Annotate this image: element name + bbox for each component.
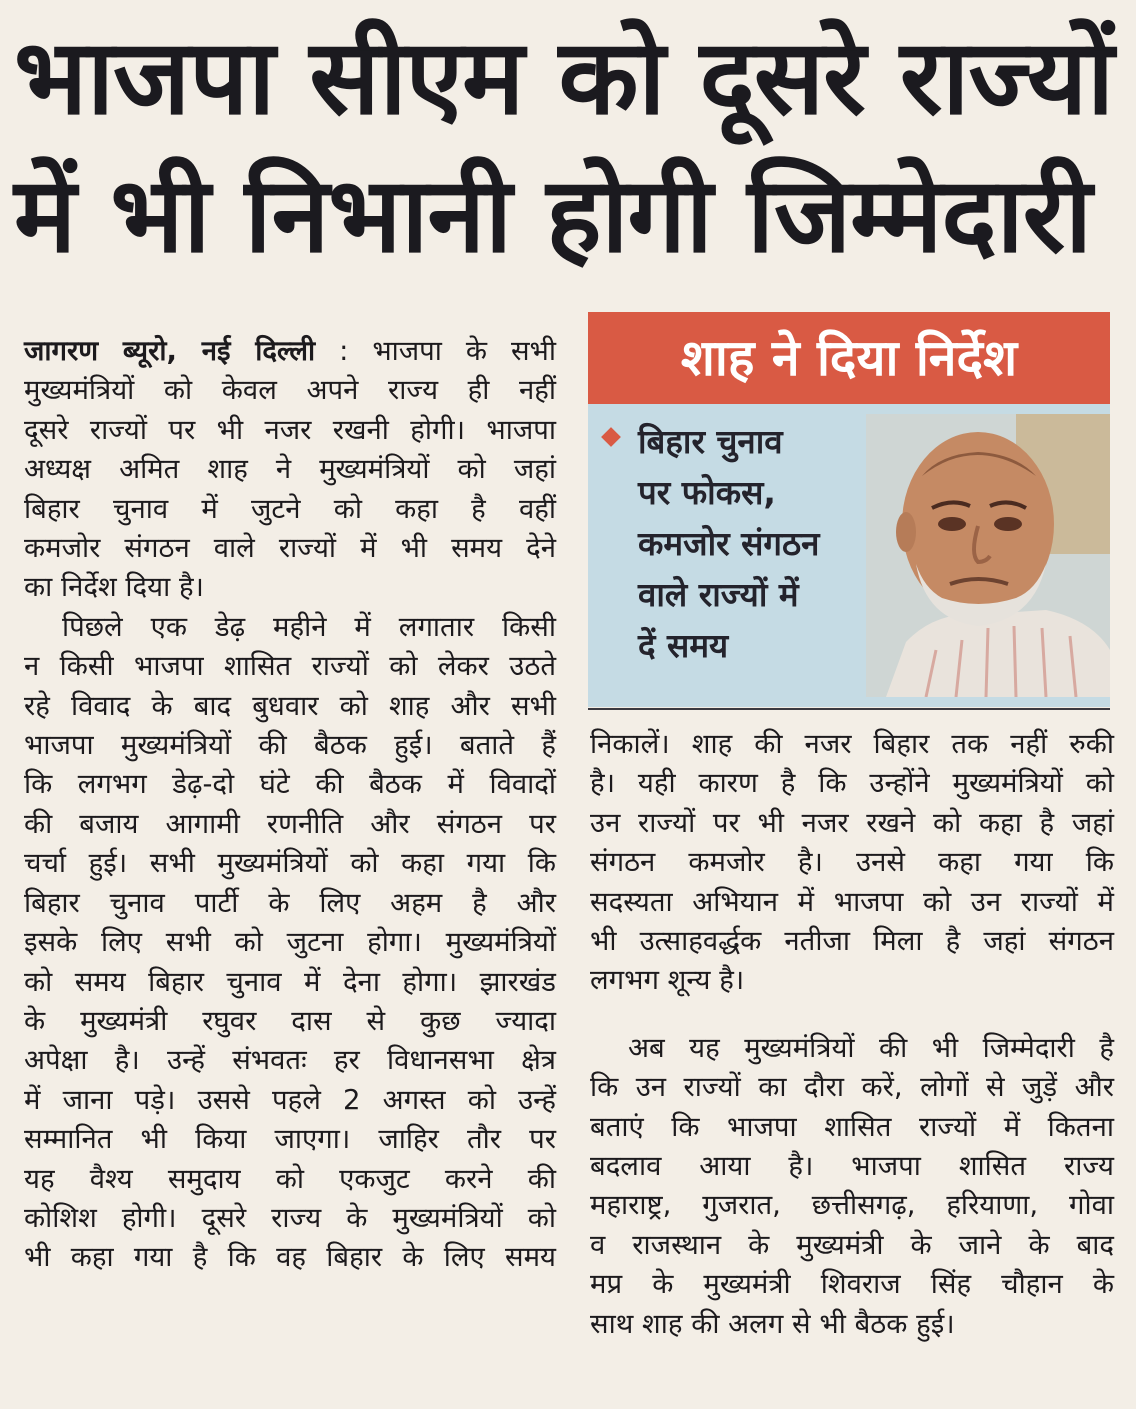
sidebar-line: वाले राज्यों में (638, 575, 799, 614)
text-line: उन राज्यों पर भी नजर रखने को कहा है जहां (590, 806, 1114, 839)
text-line: को समय बिहार चुनाव में देना होगा। झारखंड (24, 965, 556, 998)
text-line: दूसरे राज्यों पर भी नजर रखनी होगी। भाजपा (24, 413, 556, 446)
text-line: सम्मानित भी किया जाएगा। जाहिर तौर पर (24, 1123, 556, 1156)
sidebar-body (588, 404, 1110, 707)
headline-line-1: भाजपा सीएम को दूसरे राज्यों (14, 16, 1114, 138)
article-left-column (24, 332, 556, 1278)
text-line: चर्चा हुई। सभी मुख्यमंत्रियों को कहा गया कि (24, 847, 556, 880)
sidebar-line: कमजोर संगठन (638, 524, 820, 563)
text-line: बिहार चुनाव पार्टी के लिए अहम है और (24, 886, 556, 919)
text-line: बताएं कि भाजपा शासित राज्यों में कितना (590, 1110, 1114, 1143)
text-line: बदलाव आया है। भाजपा शासित राज्य (590, 1150, 1114, 1183)
text-line: व राजस्थान के मुख्यमंत्री के जाने के बाद (590, 1228, 1114, 1261)
text-line-segment: : भाजपा के सभी (315, 335, 556, 367)
text-line: कोशिश होगी। दूसरे राज्य के मुख्यमंत्रियों को (24, 1201, 556, 1234)
portrait-illustration (866, 414, 1110, 697)
text-line: अब यह मुख्यमंत्रियों की भी जिम्मेदारी है (628, 1031, 1114, 1064)
text-line: निकालें। शाह की नजर बिहार तक नहीं रुकी (590, 728, 1114, 760)
headline-line-2: में भी निभानी होगी जिम्मेदारी (14, 154, 1092, 276)
sidebar-title: शाह ने दिया निर्देश (588, 312, 1110, 404)
text-line: की बजाय आगामी रणनीति और संगठन पर (24, 807, 556, 840)
sidebar-text (638, 416, 868, 671)
sidebar-line: बिहार चुनाव (638, 422, 783, 461)
text-line: कि उन राज्यों का दौरा करें, लोगों से जुड़ें और (590, 1071, 1114, 1104)
diamond-bullet-icon (601, 427, 621, 447)
text-line: कमजोर संगठन वाले राज्यों में भी समय देने (24, 532, 556, 565)
portrait-photo (866, 414, 1110, 697)
text-line: यह वैश्य समुदाय को एकजुट करने की (24, 1162, 556, 1195)
sidebar-line: पर फोकस, (638, 473, 776, 512)
text-line: न किसी भाजपा शासित राज्यों को लेकर उठते (24, 650, 556, 683)
text-line: कि लगभग डेढ़-दो घंटे की बैठक में विवादों (24, 768, 556, 801)
text-line: अध्यक्ष अमित शाह ने मुख्यमंत्रियों को जहां (24, 453, 556, 486)
text-line (24, 332, 556, 371)
text-line: बिहार चुनाव में जुटने को कहा है वहीं (24, 492, 556, 525)
text-line: भी उत्साहवर्द्धक नतीजा मिला है जहां संगठन (590, 925, 1114, 958)
sidebar-line: दें समय (638, 626, 729, 665)
text-line: लगभग शून्य है। (590, 964, 745, 997)
text-line: है। यही कारण है कि उन्होंने मुख्यमंत्रियों को (590, 767, 1114, 800)
article-right-column (590, 725, 1114, 1344)
paragraph-gap (590, 1001, 1114, 1029)
text-line: का निर्देश दिया है। (24, 571, 204, 604)
text-line: भाजपा मुख्यमंत्रियों की बैठक हुई। बताते हैं (24, 729, 556, 762)
text-line: रहे विवाद के बाद बुधवार को शाह और सभी (24, 689, 556, 722)
text-line: पिछले एक डेढ़ महीने में लगातार किसी (62, 610, 556, 643)
text-line: सदस्यता अभियान में भाजपा को उन राज्यों में (590, 885, 1114, 918)
sidebar-box (588, 312, 1110, 707)
text-line: अपेक्षा है। उन्हें संभवतः हर विधानसभा क्षेत्र (24, 1044, 556, 1077)
section-divider (588, 708, 1110, 710)
text-line: संगठन कमजोर है। उनसे कहा गया कि (590, 846, 1114, 879)
text-line: महाराष्ट्र, गुजरात, छत्तीसगढ़, हरियाणा, गोवा (590, 1189, 1114, 1222)
text-line: मुख्यमंत्रियों को केवल अपने राज्य ही नहीं (24, 374, 556, 407)
text-line: मप्र के मुख्यमंत्री शिवराज सिंह चौहान के (590, 1268, 1114, 1301)
text-line: में जाना पड़े। उससे पहले 2 अगस्त को उन्हें (24, 1083, 556, 1116)
text-line: साथ शाह की अलग से भी बैठक हुई। (590, 1307, 955, 1340)
text-line: के मुख्यमंत्री रघुवर दास से कुछ ज्यादा (24, 1004, 556, 1037)
text-line: इसके लिए सभी को जुटना होगा। मुख्यमंत्रियों (24, 926, 556, 959)
dateline: जागरण ब्यूरो, नई दिल्ली (24, 335, 316, 367)
text-line: भी कहा गया है कि वह बिहार के लिए समय (24, 1241, 556, 1274)
headline (14, 8, 1124, 284)
